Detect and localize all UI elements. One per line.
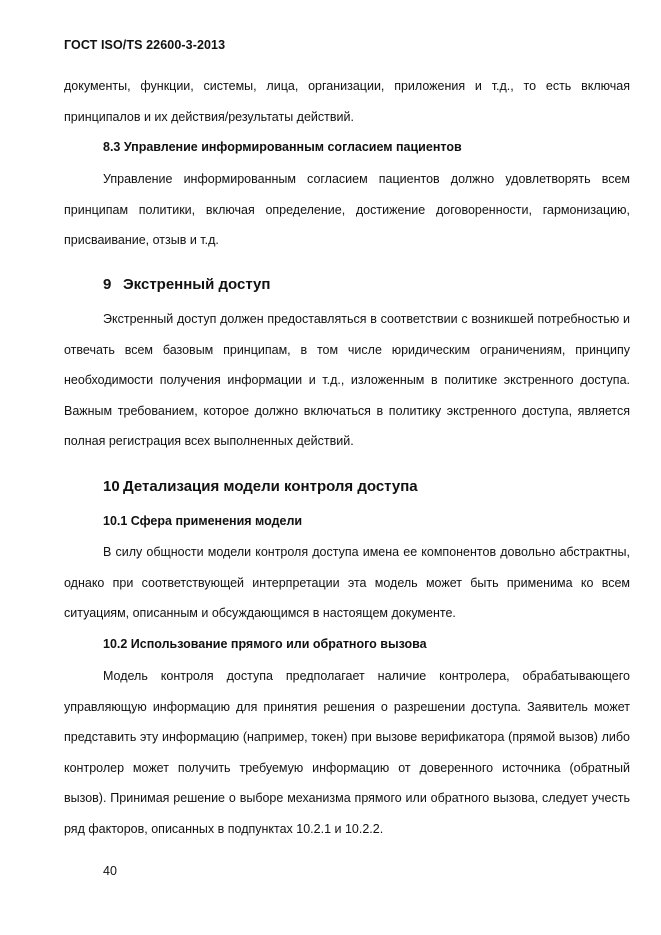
document-header: ГОСТ ISO/TS 22600-3-2013 — [64, 38, 226, 52]
paragraph-9: Экстренный доступ должен предоставляться в соответствии с возникшей потребностью и отвечать всем базовым принципам, в том числе юридическим ограничениям, принципу необходимости получения информации и т.д., изложенным в политике экстренного доступа. Важным требованием, которое должно включаться в политику экстренного доступа, является полная регистрация всех выполненных действий. — [64, 312, 630, 449]
paragraph-10-2: Модель контроля доступа предполагает наличие контролера, обрабатывающего управляющую информацию для принятия решения о разрешении доступа. Заявитель может представить эту информацию (например, токен) при вызове верификатора (прямой вызов) либо контролер может получить требуемую информацию от доверенного источника (обратный вызов). Принимая решение о выборе механизма прямого или обратного вызова, следует учесть ряд факторов, описанных в подпунктах 10.2.1 и 10.2.2. — [64, 669, 630, 836]
subsection-heading-10-1: 10.1 Сфера применения модели — [103, 514, 303, 528]
paragraph-8-3: Управление информированным согласием пациентов должно удовлетворять всем принципам политики, включая определение, достижение договоренности, гармонизацию, присваивание, отзыв и т.д. — [64, 172, 630, 248]
section-heading-10 — [103, 478, 418, 495]
section-title-10: Детализация модели контроля доступа — [123, 478, 418, 495]
section-number-9: 9 — [103, 276, 112, 293]
subsection-heading-8-3: 8.3 Управление информированным согласием пациентов — [103, 140, 462, 154]
paragraph-intro-continuation: документы, функции, системы, лица, организации, приложения и т.д., то есть включая принципалов и их действия/результаты действий. — [64, 79, 630, 124]
section-number-10: 10 — [103, 478, 120, 495]
page-number: 40 — [103, 864, 117, 878]
section-title-9: Экстренный доступ — [123, 276, 271, 293]
section-heading-9 — [103, 276, 270, 293]
subsection-heading-10-2: 10.2 Использование прямого или обратного вызова — [103, 637, 427, 651]
paragraph-10-1: В силу общности модели контроля доступа имена ее компонентов довольно абстрактны, однако при соответствующей интерпретации эта модель может быть применима ко всем ситуациям, описанным и обсуждающимся в настоящем документе. — [64, 545, 630, 621]
